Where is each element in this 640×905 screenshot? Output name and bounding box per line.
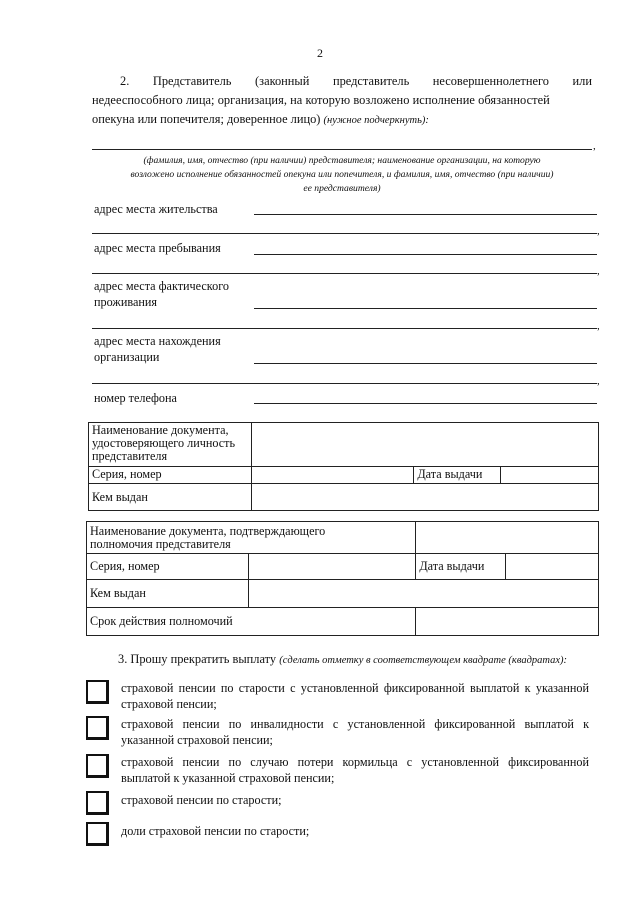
checkbox-option-2[interactable] (86, 716, 109, 740)
table-row (87, 554, 599, 580)
checkbox-option-1[interactable] (86, 680, 109, 704)
checkbox-option-3[interactable] (86, 754, 109, 778)
phone-field[interactable] (254, 403, 597, 404)
actual-address-field-2[interactable] (92, 328, 597, 329)
authority-validity-label: Срок действия полномочий (87, 608, 416, 636)
table-row (87, 580, 599, 608)
authority-issue-date-input[interactable] (506, 554, 599, 580)
section-2-line-2: недееспособного лица; организация, на которую возложено исполнение обязанностей (92, 93, 550, 107)
authority-series-input[interactable] (248, 554, 416, 580)
organization-address-field[interactable] (254, 363, 597, 364)
table-row (87, 522, 599, 554)
representative-name-field[interactable] (92, 149, 592, 150)
option-1-label: страховой пенсии по старости с установленной фиксированной выплатой к указанной страховой пенсии; (121, 681, 589, 711)
checkbox-option-4[interactable] (86, 791, 109, 815)
authority-issued-by-label: Кем выдан (87, 580, 249, 608)
section-3-heading: 3. Прошу прекратить выплату (сделать отметку в соответствующем квадрате (квадратах): (118, 652, 567, 666)
authority-doc-name-label: Наименование документа, подтверждающего полномочия представителя (87, 522, 416, 554)
identity-issued-by-input[interactable] (251, 484, 598, 511)
identity-doc-name-label: Наименование документа, удостоверяющего личность представителя (89, 423, 252, 467)
table-row (89, 484, 599, 511)
phone-label: номер телефона (94, 391, 177, 405)
identity-document-table (88, 422, 599, 511)
authority-issued-by-input[interactable] (248, 580, 598, 608)
stay-address-label: адрес места пребывания (94, 241, 221, 255)
representative-caption: (фамилия, имя, отчество (при наличии) представителя; наименование организации, на которую возложено исполнение обязанностей опекуна или попечителя, и фамилия, имя, отчество (при наличии) ее представителя) (130, 155, 554, 194)
option-4-label: страховой пенсии по старости; (121, 793, 282, 807)
stay-address-field-2[interactable] (92, 273, 597, 274)
page-number: 2 (317, 46, 323, 60)
option-3-label: страховой пенсии по случаю потери кормильца с установленной фиксированной выплатой к указанной страховой пенсии; (121, 755, 589, 785)
residence-address-label: адрес места жительства (94, 202, 218, 216)
section-2-intro (92, 72, 592, 130)
residence-address-field-2[interactable] (92, 233, 597, 234)
actual-address-label: адрес места фактического проживания (94, 279, 229, 309)
authority-validity-input[interactable] (416, 608, 599, 636)
underline-hint: (нужное подчеркнуть): (323, 115, 429, 126)
organization-address-label: адрес места нахождения организации (94, 334, 221, 364)
option-5-label: доли страховой пенсии по старости; (121, 824, 310, 838)
identity-doc-name-input[interactable] (251, 423, 598, 467)
residence-address-field[interactable] (254, 214, 597, 215)
authority-doc-name-input[interactable] (416, 522, 599, 554)
table-row (89, 467, 599, 484)
section-2-line-1: 2. Представитель (законный представитель несовершеннолетнего или (92, 72, 592, 91)
section-2-line-3: опекуна или попечителя; доверенное лицо) (нужное подчеркнуть): (92, 112, 429, 126)
authority-document-table (86, 521, 599, 636)
identity-series-input[interactable] (251, 467, 414, 484)
organization-address-field-2[interactable] (92, 383, 597, 384)
section-2-number: 2. (120, 74, 130, 88)
authority-series-label: Серия, номер (87, 554, 249, 580)
table-row (87, 608, 599, 636)
identity-issue-date-input[interactable] (501, 467, 599, 484)
section-3-hint: (сделать отметку в соответствующем квадрате (квадратах): (279, 655, 567, 666)
option-2-label: страховой пенсии по инвалидности с установленной фиксированной выплатой к указанной страховой пенсии; (121, 717, 589, 747)
identity-issued-by-label: Кем выдан (89, 484, 252, 511)
stay-address-field[interactable] (254, 254, 597, 255)
authority-issue-date-label: Дата выдачи (416, 554, 506, 580)
identity-series-label: Серия, номер (89, 467, 252, 484)
actual-address-field[interactable] (254, 308, 597, 309)
table-row (89, 423, 599, 467)
identity-issue-date-label: Дата выдачи (414, 467, 501, 484)
checkbox-option-5[interactable] (86, 822, 109, 846)
